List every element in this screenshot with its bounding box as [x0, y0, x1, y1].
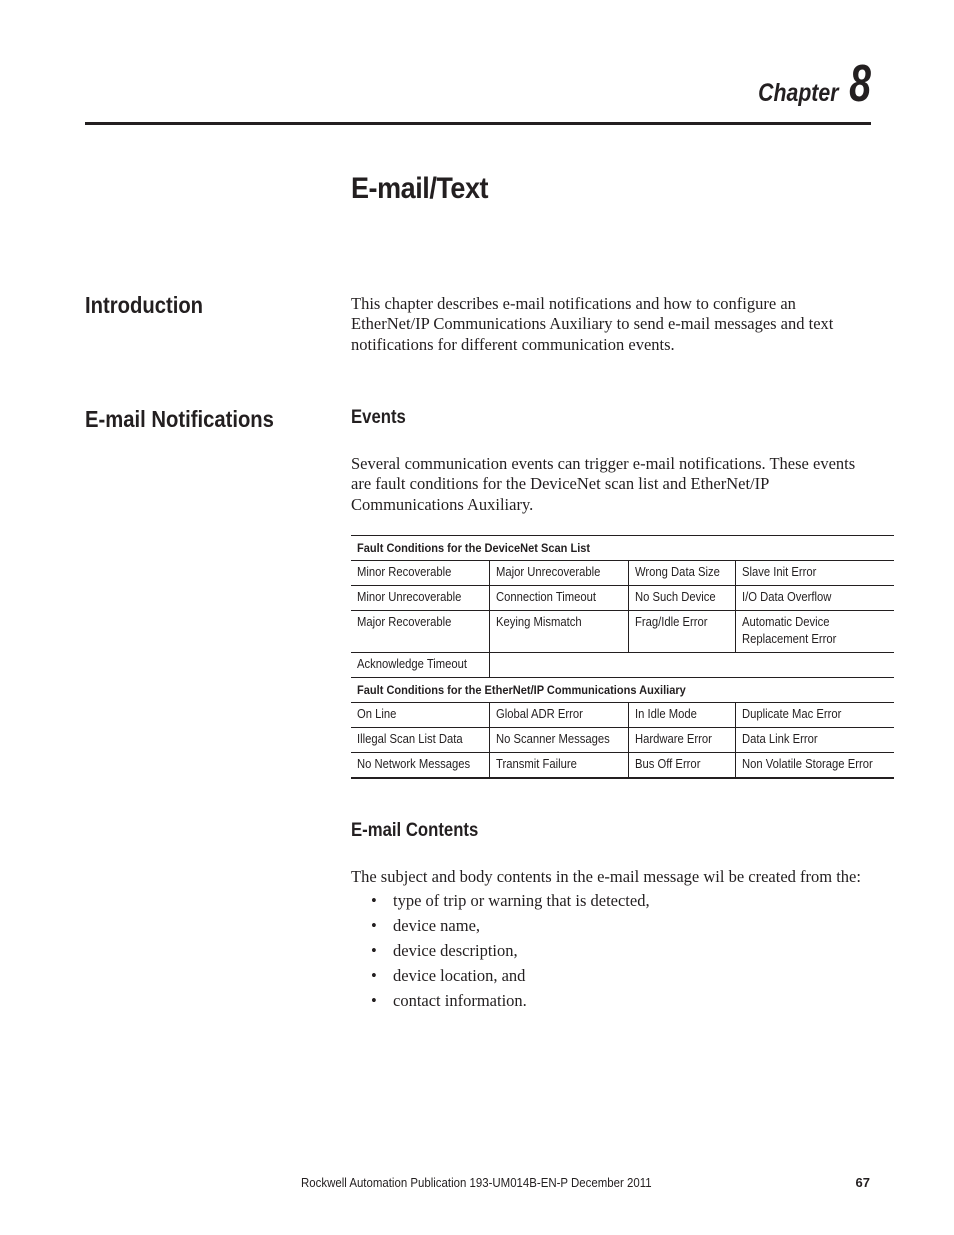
header-rule	[85, 122, 871, 125]
table-cell: Keying Mismatch	[489, 611, 628, 653]
table-row	[351, 703, 894, 728]
page-title: E-mail/Text	[351, 172, 489, 205]
table-section-header	[351, 678, 894, 703]
bullet-icon: •	[371, 916, 377, 935]
table-section-header	[351, 536, 894, 561]
list-item-text: device location, and	[393, 966, 526, 985]
bullet-icon: •	[371, 891, 377, 910]
table-row	[351, 728, 894, 753]
table-cell: Bus Off Error	[629, 753, 736, 779]
bullet-icon: •	[371, 966, 377, 985]
table-row	[351, 753, 894, 779]
table-row	[351, 586, 894, 611]
list-item	[371, 991, 650, 1016]
table-cell: Major Unrecoverable	[489, 561, 628, 586]
table-cell: Connection Timeout	[489, 586, 628, 611]
table-cell: No Scanner Messages	[489, 728, 628, 753]
section-heading-introduction: Introduction	[85, 292, 204, 318]
table-cell: Wrong Data Size	[629, 561, 736, 586]
section-heading-email-notifications: E-mail Notifications	[85, 406, 274, 432]
subheading-events: Events	[351, 407, 406, 428]
list-item	[371, 891, 650, 916]
table-cell: Duplicate Mac Error	[736, 703, 894, 728]
table-cell: No Network Messages	[351, 753, 489, 779]
email-contents-list	[371, 891, 650, 1016]
footer-publication: Rockwell Automation Publication 193-UM014B-EN-P December 2011	[301, 1175, 652, 1190]
table-cell: In Idle Mode	[629, 703, 736, 728]
list-item-text: device description,	[393, 941, 518, 960]
list-item-text: type of trip or warning that is detected,	[393, 891, 650, 910]
table-cell: Frag/Idle Error	[629, 611, 736, 653]
chapter-heading	[744, 55, 871, 113]
chapter-number: 8	[849, 55, 871, 113]
table-cell: Automatic Device Replacement Error	[736, 611, 894, 653]
table-cell-empty	[489, 653, 893, 678]
table-row	[351, 653, 894, 678]
bullet-icon: •	[371, 991, 377, 1010]
list-item-text: device name,	[393, 916, 481, 935]
chapter-label: Chapter	[757, 79, 839, 107]
table-cell: Acknowledge Timeout	[351, 653, 489, 678]
list-item	[371, 941, 650, 966]
table-cell: No Such Device	[629, 586, 736, 611]
table-header-cell: Fault Conditions for the DeviceNet Scan List	[351, 536, 894, 561]
bullet-icon: •	[371, 941, 377, 960]
list-item-text: contact information.	[393, 991, 527, 1010]
table-cell: On Line	[351, 703, 489, 728]
table-cell: Transmit Failure	[489, 753, 628, 779]
table-cell: Data Link Error	[736, 728, 894, 753]
table-cell: Minor Recoverable	[351, 561, 489, 586]
table-cell: Minor Unrecoverable	[351, 586, 489, 611]
table-row	[351, 611, 894, 653]
subheading-email-contents: E-mail Contents	[351, 820, 479, 841]
list-item	[371, 966, 650, 991]
events-body: Several communication events can trigger e-mail notifications. These events are fault conditions for the DeviceNet scan list and EtherNet/IP Communications Auxiliary.	[351, 454, 856, 514]
table-header-cell: Fault Conditions for the EtherNet/IP Communications Auxiliary	[351, 678, 894, 703]
table-cell: Non Volatile Storage Error	[736, 753, 894, 779]
page-number: 67	[855, 1175, 870, 1190]
table-cell: Hardware Error	[629, 728, 736, 753]
table-row	[351, 561, 894, 586]
list-item	[371, 916, 650, 941]
introduction-body: This chapter describes e-mail notifications and how to configure an EtherNet/IP Communications Auxiliary to send e-mail messages and text notifications for different communication events.	[351, 294, 834, 354]
table-cell: Global ADR Error	[489, 703, 628, 728]
table-cell: Major Recoverable	[351, 611, 489, 653]
table-cell: Illegal Scan List Data	[351, 728, 489, 753]
table-cell: I/O Data Overflow	[736, 586, 894, 611]
fault-conditions-table	[351, 535, 894, 779]
table-cell: Slave Init Error	[736, 561, 894, 586]
email-contents-body: The subject and body contents in the e-mail message wil be created from the:	[351, 867, 861, 886]
